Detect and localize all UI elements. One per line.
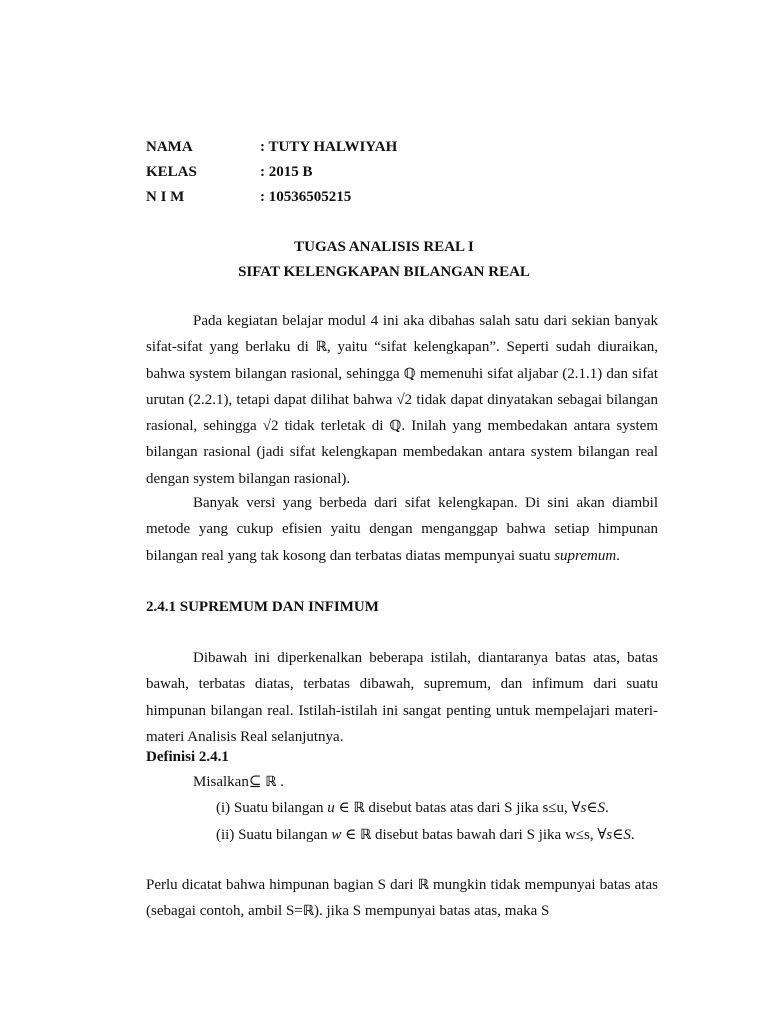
reals-symbol: ℝ <box>265 774 277 790</box>
kelas-label: KELAS <box>146 164 197 180</box>
reals-symbol: ℝ <box>353 800 365 816</box>
supremum-term: supremum <box>554 547 617 564</box>
intro-paragraph-1: Pada kegiatan belajar modul 4 ini aka dibahas salah satu dari sekian banyak sifat-sifat yang berlaku di ℝ, yaitu “sifat kelengkapan”. Seperti sudah diuraikan, bahwa system bilangan rasional, sehingga ℚ memenuhi sifat aljabar (2.1.1) dan sifat urutan (2.2.1), tetapi dapat dilihat bahwa √2 tidak dapat dinyatakan sebagai bilangan rasional, sehingga √2 tidak terletak di ℚ. Inilah yang membedakan antara system bilangan rasional (jadi sifat kelengkapan membedakan antara system bilangan real dengan system bilangan rasional). <box>146 313 659 487</box>
nim-value: : 10536505215 <box>260 189 352 205</box>
rationals-symbol: ℚ <box>389 418 402 435</box>
nama-label: NAMA <box>146 139 193 155</box>
definition-intro: Misalkan⊆ ℝ . <box>193 774 284 790</box>
section-paragraph: Dibawah ini diperkenalkan beberapa istilah, diantaranya batas atas, batas bawah, terbatas diatas, terbatas dibawah, supremum, dan infimum dari suatu himpunan bilangan real. Istilah-istilah ini sangat penting untuk mempelajari materi-materi Analisis Real selanjutnya. <box>146 650 658 745</box>
nim-label: N I M <box>146 189 185 205</box>
document-subtitle: SIFAT KELENGKAPAN BILANGAN REAL <box>238 264 530 280</box>
sqrt2-symbol: √2 <box>262 418 279 435</box>
document-title: TUGAS ANALISIS REAL I <box>294 239 474 255</box>
reals-symbol: ℝ <box>315 339 327 356</box>
definition-heading: Definisi 2.4.1 <box>146 749 229 765</box>
reals-symbol: ℝ <box>360 827 372 843</box>
kelas-value: : 2015 B <box>260 164 313 180</box>
section-heading: 2.4.1 SUPREMUM DAN INFIMUM <box>146 599 379 615</box>
item-number: (i) <box>216 800 231 816</box>
item-number: (ii) <box>216 827 235 843</box>
reals-symbol: ℝ <box>302 903 314 920</box>
sqrt2-symbol: √2 <box>396 391 413 408</box>
rationals-symbol: ℚ <box>403 365 416 382</box>
closing-paragraph: Perlu dicatat bahwa himpunan bagian S dari ℝ mungkin tidak mempunyai batas atas (sebagai contoh, ambil S=ℝ). jika S mempunyai batas atas, maka S <box>146 877 658 920</box>
definition-item-1: (i) Suatu bilangan u ∈ ℝ disebut batas atas dari S jika s≤u, ∀s∈S. <box>216 800 609 816</box>
nama-value: : TUTY HALWIYAH <box>260 139 398 155</box>
reals-symbol: ℝ <box>417 877 429 893</box>
intro-paragraph-2: Banyak versi yang berbeda dari sifat kelengkapan. Di sini akan diambil metode yang cukup efisien yaitu dengan menganggap bahwa setiap himpunan bilangan real yang tak kosong dan terbatas diatas mempunyai suatu supremum. <box>146 495 658 564</box>
definition-item-2: (ii) Suatu bilangan w ∈ ℝ disebut batas bawah dari S jika w≤s, ∀s∈S. <box>216 827 635 843</box>
